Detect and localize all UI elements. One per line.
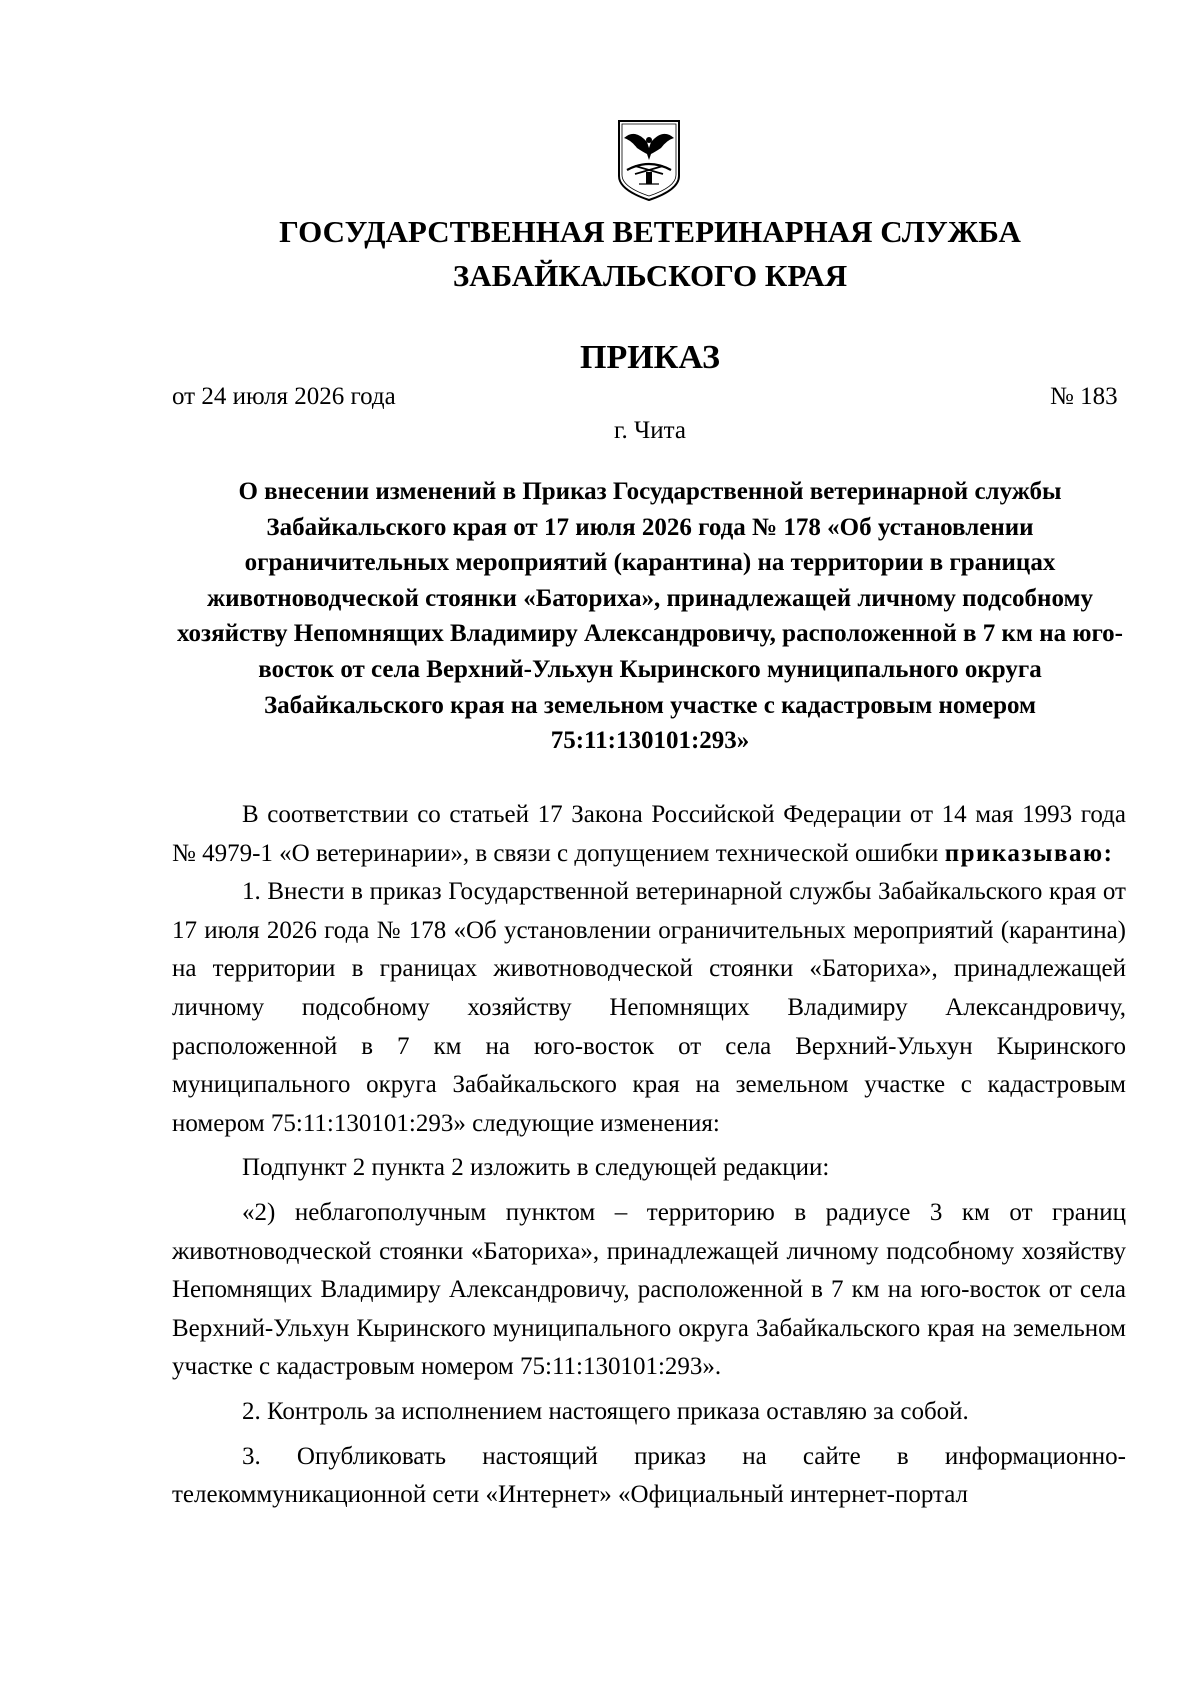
item-1-subpoint-paragraph: Подпункт 2 пункта 2 изложить в следующей редакции: [242,1154,830,1182]
document-city: г. Чита [614,417,686,444]
organization-name-line1: ГОСУДАРСТВЕННАЯ ВЕТЕРИНАРНАЯ СЛУЖБА [279,214,1021,249]
document-body [172,796,1126,1521]
order-keyword: приказываю: [944,839,1114,867]
document-number: № 183 [1050,383,1118,410]
document-date: от 24 июля 2026 года [172,383,396,410]
organization-name-line2: ЗАБАЙКАЛЬСКОГО КРАЯ [452,258,848,293]
item-2-paragraph: 2. Контроль за исполнением настоящего приказа оставляю за собой. [242,1397,969,1425]
item-3-paragraph: 3. Опубликовать настоящий приказ на сайте в информационно-телекоммуникационной сети «Интернет» «Официальный интернет-портал [172,1442,1126,1509]
preamble-text: В соответствии со статьей 17 Закона Российской Федерации от 14 мая 1993 года № 4979-1 «О ветеринарии», в связи с допущением технической ошибки [172,801,1126,867]
item-1-quote-paragraph: «2) неблагополучным пунктом – территорию в радиусе 3 км от границ животноводческой стоянки «Баториха», принадлежащей личному подсобному хозяйству Непомнящих Владимиру Александровичу, расположенной в 7 км на юго-восток от села Верхний-Ульхун Кыринского муниципального округа Забайкальского края на земельном участке с кадастровым номером 75:11:130101:293». [172,1198,1126,1381]
document-type-title: ПРИКАЗ [580,339,720,376]
document-subject: О внесении изменений в Приказ Государственной ветеринарной службы Забайкальского края от 17 июля 2026 года № 178 «Об установлении ограничительных мероприятий (карантина) на территории в границах животноводческой стоянки «Баториха», принадлежащей личному подсобному хозяйству Непомнящих Владимиру Александровичу, расположенной в 7 км на юго-восток от села Верхний-Ульхун Кыринского муниципального округа Забайкальского края на земельном участке с кадастровым номером 75:11:130101:293» [176,478,1124,755]
coat-of-arms-icon [615,118,683,202]
preamble-paragraph [172,796,1126,873]
item-1-paragraph: 1. Внести в приказ Государственной ветеринарной службы Забайкальского края от 17 июля 2026 года № 178 «Об установлении ограничительных мероприятий (карантина) на территории в границах животноводческой стоянки «Баториха», принадлежащей личному подсобному хозяйству Непомнящих Владимиру Александровичу, расположенной в 7 км на юго-восток от села Верхний-Ульхун Кыринского муниципального округа Забайкальского края на земельном участке с кадастровым номером 75:11:130101:293» следующие изменения: [172,878,1126,1137]
